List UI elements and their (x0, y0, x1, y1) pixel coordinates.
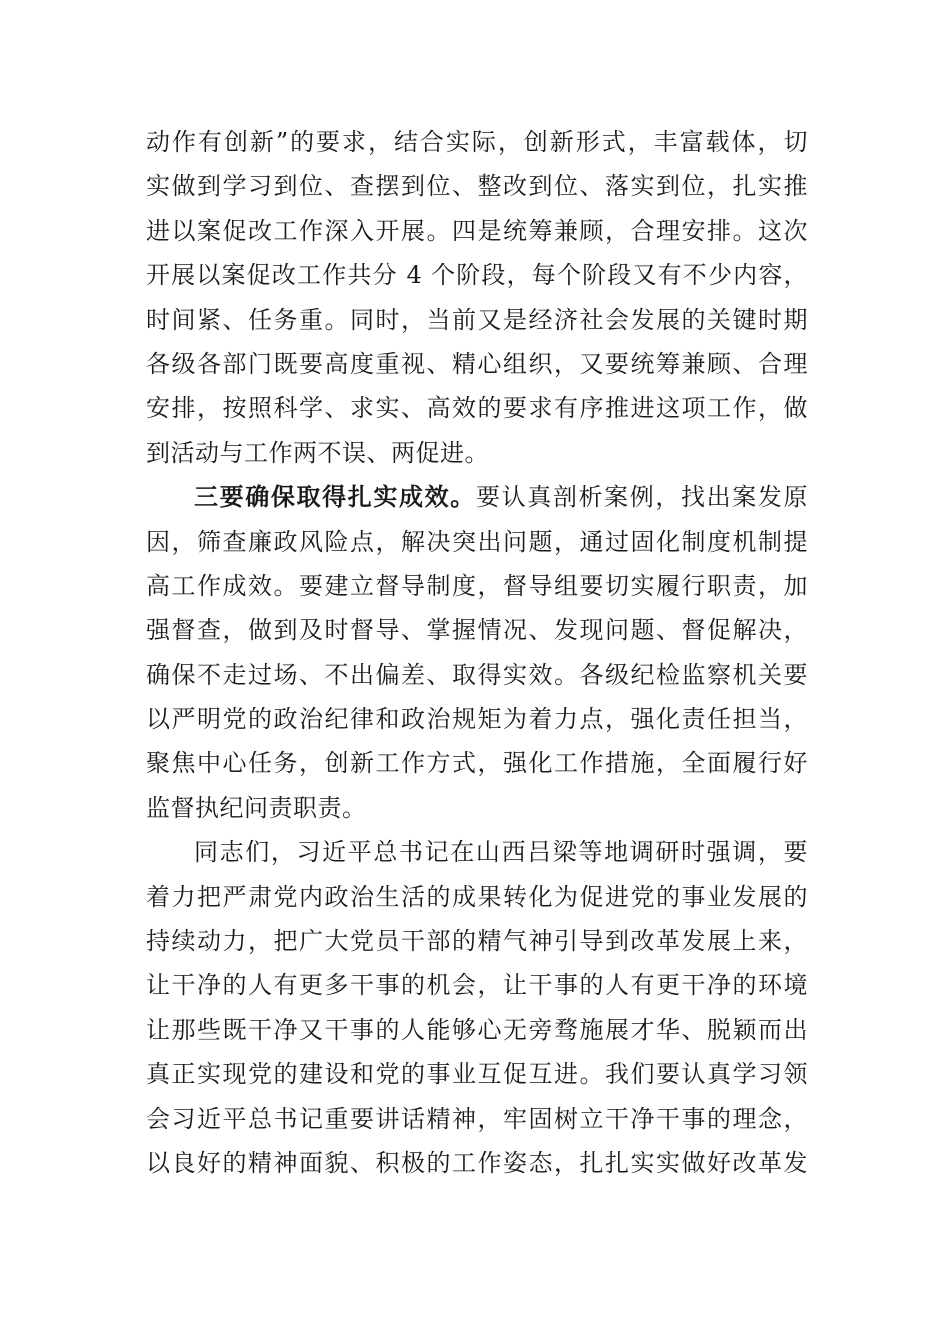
text-line: 开展以案促改工作共分 4 个阶段，每个阶段又有不少内容， (146, 261, 808, 290)
section-3-heading: 三要确保取得扎实成效。 (194, 483, 476, 512)
text-line: 以良好的精神面貌、积极的工作姿态，扎扎实实做好改革发 (146, 1148, 808, 1177)
text-line: 实做到学习到位、查摆到位、整改到位、落实到位，扎实推 (146, 172, 808, 201)
text-line: 安排，按照科学、求实、高效的要求有序推进这项工作，做 (146, 394, 808, 423)
text-line: 高工作成效。要建立督导制度，督导组要切实履行职责，加 (146, 571, 808, 600)
text-line: 着力把严肃党内政治生活的成果转化为促进党的事业发展的 (146, 882, 808, 911)
text-line: 动作有创新”的要求，结合实际，创新形式，丰富载体，切 (146, 128, 808, 156)
text-line: 以严明党的政治纪律和政治规矩为着力点，强化责任担当， (146, 705, 808, 734)
text-line: 持续动力，把广大党员干部的精气神引导到改革发展上来， (146, 927, 808, 956)
closing-first-line: 同志们，习近平总书记在山西吕梁等地调研时强调，要 (194, 838, 808, 867)
text-line: 因，筛查廉政风险点，解决突出问题，通过固化制度机制提 (146, 527, 808, 556)
text-line: 到活动与工作两不误、两促进。 (146, 438, 489, 467)
text-line: 监督执纪问责职责。 (146, 793, 367, 822)
section-3-first-line (146, 475, 808, 519)
text-line: 时间紧、任务重。同时，当前又是经济社会发展的关键时期 (146, 305, 808, 334)
text-line: 让那些既干净又干事的人能够心无旁骛施展才华、脱颖而出 (146, 1015, 808, 1044)
text-line: 让干净的人有更多干事的机会，让干事的人有更干净的环境 (146, 971, 808, 1000)
section-3-first-text: 要认真剖析案例，找出案发原 (475, 483, 809, 512)
text-line: 强督查，做到及时督导、掌握情况、发现问题、督促解决， (146, 616, 808, 645)
text-line: 会习近平总书记重要讲话精神，牢固树立干净干事的理念， (146, 1104, 808, 1133)
text-line: 进以案促改工作深入开展。四是统筹兼顾，合理安排。这次 (146, 216, 808, 245)
body-text (146, 120, 808, 1185)
text-line: 确保不走过场、不出偏差、取得实效。各级纪检监察机关要 (146, 660, 808, 689)
text-line: 聚焦中心任务，创新工作方式，强化工作措施，全面履行好 (146, 749, 808, 778)
text-line: 各级各部门既要高度重视、精心组织，又要统筹兼顾、合理 (146, 349, 808, 378)
text-line: 真正实现党的建设和党的事业互促互进。我们要认真学习领 (146, 1060, 808, 1089)
